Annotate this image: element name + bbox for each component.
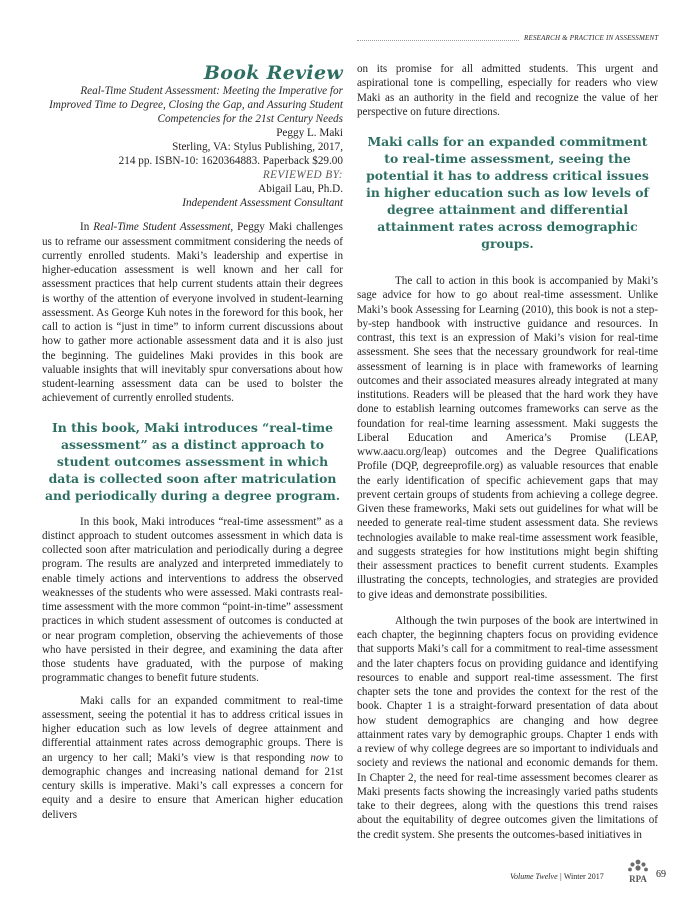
book-publisher: Sterling, VA: Stylus Publishing, 2017, [172, 141, 343, 154]
rpa-logo [626, 858, 650, 888]
footer-issue-info: Volume Twelve | Winter 2017 [510, 872, 604, 881]
body-paragraph: Although the twin purposes of the book are intertwined in each chapter, the beginning chapters focus on providing evidence that supports Maki’s call for a commitment to real-time assessment and the later chapters focus on providing guidance and identifying resources to enable and support real-time assessment. The first chapter sets the tone and provides the context for the rest of the book. Chapter 1 is a straight-forward presentation of data about how student demographics are changing and how degree attainment rates vary by demographic groups. Chapter 1 ends with a review of why college degrees are so important to individuals and society and reviews the national and economic demands for them. In Chapter 2, the need for real-time assessment becomes clearer as Maki presents facts showing the increasingly varied paths students take to their degrees, along with the questions this trend raises about the equitability of degree outcomes given the limitations of the credit system. She presents the outcomes-based initiatives in [357, 614, 658, 841]
volume-label: Volume Twelve [510, 872, 558, 881]
body-paragraph: Maki calls for an expanded commitment to real-time assessment, seeing the potential it has to address critical issues in higher education such as low levels of degree attainment and differential attainment rates across demographic groups. There is an urgency to her call; Maki’s view is that responding now to demographic changes and increasing national demand for 21st century skills is imperative. Maki’s call expresses a concern for equity and a desire to ensure that American higher education delivers [42, 694, 343, 821]
body-paragraph: In Real-Time Student Assessment, Peggy Maki challenges us to reframe our assessment commitment considering the needs of currently enrolled students. Maki’s leadership and expertise in higher-education assessment is well known and her call for assessment practices that help current students attain their degrees is worthy of the attention of everyone involved in student-learning assessment. As George Kuh notes in the foreword for this book, her call to action is “just in time” to inform current discussions about how to gather more actionable assessment data and it is also just the beginning. The guidelines Maki provides in this book are valuable insights that will inevitably spur conversations about how student-learning assessment data can be used to bolster the achievement of currently enrolled students. [42, 221, 343, 405]
book-author: Peggy L. Maki [276, 127, 343, 140]
rpa-logo-text: RPA [629, 874, 647, 884]
body-paragraph: on its promise for all admitted students. This urgent and aspirational tone is compelling, especially for readers who view Maki as an authority in the field and recognize the value of her perspective on future directions. [357, 63, 658, 118]
issue-label: Winter 2017 [563, 872, 604, 881]
right-column [357, 62, 658, 842]
book-details: 214 pp. ISBN-10: 1620364883. Paperback $29.00 [118, 155, 343, 168]
header-dotted-rule [357, 40, 519, 41]
reviewer-name: Abigail Lau, Ph.D. [258, 183, 343, 196]
emphasis-now: now [310, 751, 329, 764]
reviewer-affiliation: Independent Assessment Consultant [182, 197, 343, 210]
reviewed-by-label: REVIEWED BY: [262, 169, 343, 182]
pull-quote: Maki calls for an expanded commitment to real-time assessment, seeing the potential it has to address critical issues in higher education such as low levels of degree attainment and differential attainment rates across demographic groups. [366, 134, 649, 251]
body-paragraph: In this book, Maki introduces “real-time assessment” as a distinct approach to student outcomes assessment in which data is collected soon after matriculation and periodically during a degree program. The results are analyzed and interpreted immediately to enable timely actions and interventions to address the observed weaknesses of the students who were assessed. Maki contrasts real-time assessment with the more common “point-in-time” assessment practices in which student assessment of outcomes is conducted at or near program completion, observing the achievements of those who have persisted in their degree, and examining the data after those students have graduated, with the purpose of making programmatic changes to benefit future students. [42, 515, 344, 685]
pull-quote: In this book, Maki introduces “real-time assessment” as a distinct approach to student outcomes assessment in which data is collected soon after matriculation and periodically during a degree program. [44, 419, 341, 503]
book-metadata [42, 126, 343, 210]
running-header: RESEARCH & PRACTICE IN ASSESSMENT [524, 34, 659, 42]
book-title-inline: Real-Time Student Assessment [93, 221, 231, 234]
book-title: Real-Time Student Assessment: Meeting the Imperative for Improved Time to Degree, Closing the Gap, and Assuring Student Competencies for the 21st Century Needs [49, 85, 343, 125]
section-heading: Book Review [203, 62, 343, 84]
left-column [42, 62, 343, 822]
page-number: 69 [656, 869, 666, 880]
body-paragraph: The call to action in this book is accompanied by Maki’s sage advice for how to go about real-time assessment. Unlike Maki’s book Assessing for Learning (2010), this book is not a step-by-step handbook with instructive guidance and resources. In contrast, this text is an expression of Maki’s vision for real-time assessment. She sees that the necessary groundwork for real-time assessment of learning is in place with frameworks of learning outcomes and their associated measures already integrated at many institutions. Readers will be pleased that the hard work they have done to establish learning outcomes frameworks can serve as the foundation for real-time learning assessment. Maki suggests the Liberal Education and America’s Promise (LEAP, www.aacu.org/leap) outcomes and the Degree Qualifications Profile (DQP, degreeprofile.org) as valuable resources that enable the early identification of specific achievement gaps that may prevent certain groups of students from achieving a college degree. Given these frameworks, Maki sets out guidelines for what will be needed to generate real-time student assessment data. She reviews technologies available to make real-time assessment work feasible, and suggests strategies for how institutions might begin shifting their assessment practices to benefit current students. Examples illustrating the concepts, technologies, and strategies are provided to give ideas and demonstrate possibilities. [357, 275, 658, 601]
